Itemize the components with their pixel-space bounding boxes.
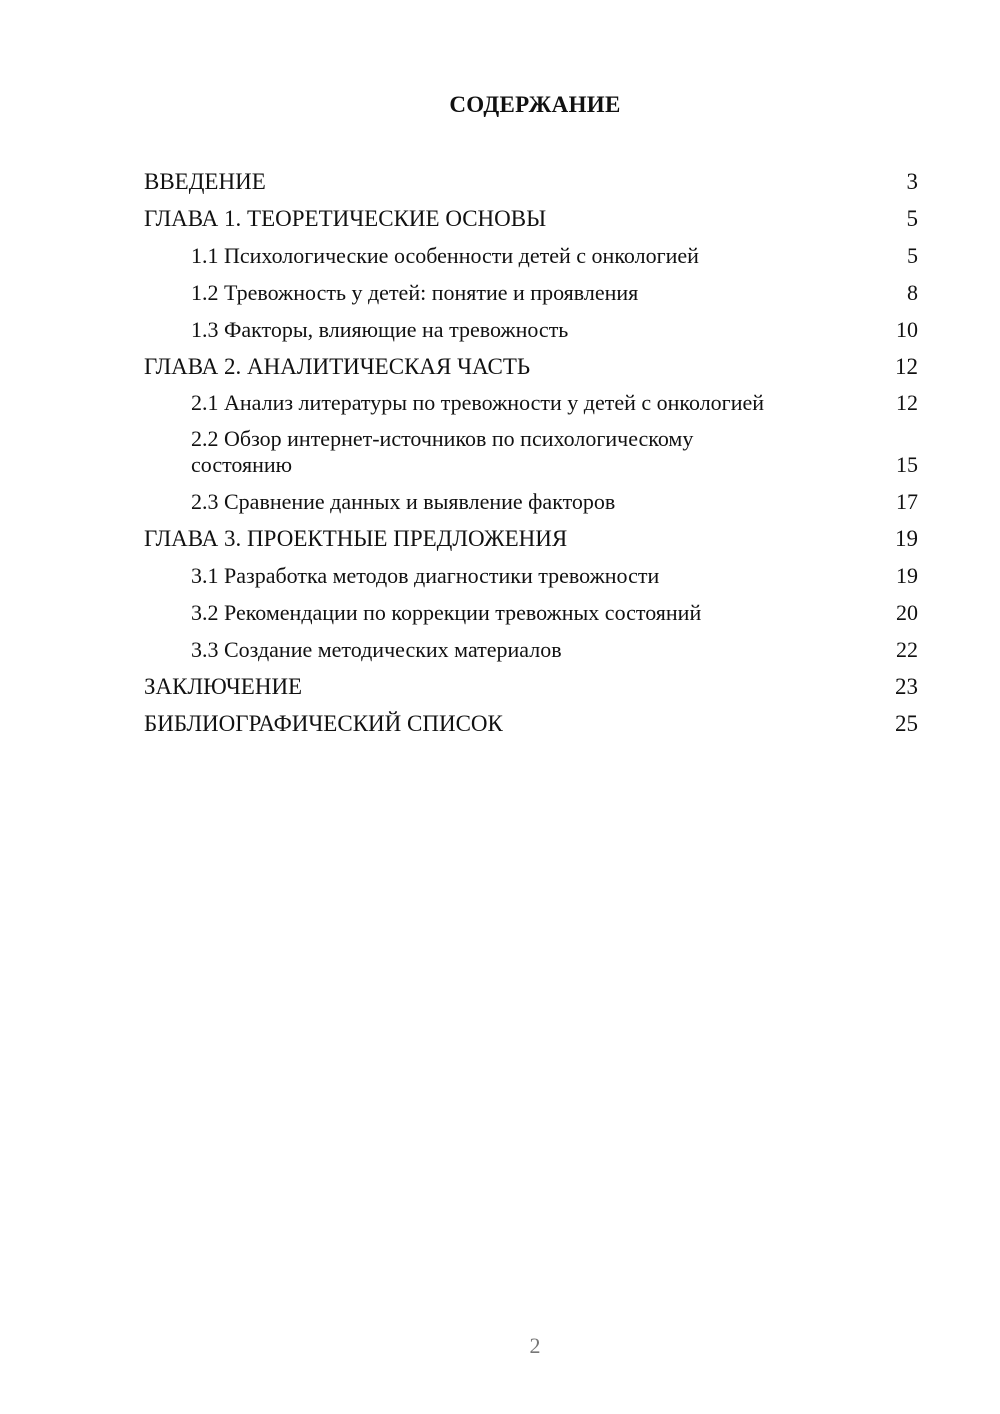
toc-entry-label: ГЛАВА 1. ТЕОРЕТИЧЕСКИЕ ОСНОВЫ bbox=[144, 206, 547, 231]
toc-entry-chapter-1[interactable] bbox=[144, 205, 920, 232]
toc-entry-page: 10 bbox=[896, 317, 918, 342]
toc-entry-label: 2.1 Анализ литературы по тревожности у детей с онкологией bbox=[191, 390, 765, 415]
toc-entry-chapter-3[interactable] bbox=[144, 525, 920, 552]
toc-entry-label: 3.1 Разработка методов диагностики тревожности bbox=[191, 563, 660, 588]
toc-entry-label: 1.3 Факторы, влияющие на тревожность bbox=[191, 317, 569, 342]
toc-entry-page: 19 bbox=[895, 526, 918, 551]
toc-entry-chapter-2[interactable] bbox=[144, 353, 920, 380]
toc-entry-page: 15 bbox=[896, 452, 918, 477]
toc-entry-page: 3 bbox=[906, 169, 918, 194]
toc-entry-section-1-3[interactable] bbox=[144, 316, 920, 343]
toc-entry-page: 22 bbox=[896, 637, 918, 662]
page-number: 2 bbox=[529, 1333, 541, 1358]
toc-entry-page: 25 bbox=[895, 711, 918, 736]
toc-entry-label: ГЛАВА 3. ПРОЕКТНЫЕ ПРЕДЛОЖЕНИЯ bbox=[144, 526, 568, 551]
toc-entry-page: 19 bbox=[896, 563, 918, 588]
toc-entry-label: 3.3 Создание методических материалов bbox=[191, 637, 562, 662]
toc-entry-page: 8 bbox=[907, 280, 918, 305]
toc-entry-section-3-1[interactable] bbox=[144, 562, 920, 589]
toc-entry-label: 3.2 Рекомендации по коррекции тревожных состояний bbox=[191, 600, 702, 625]
toc-entry-page: 20 bbox=[896, 600, 918, 625]
toc-entry-label: 2.3 Сравнение данных и выявление факторов bbox=[191, 489, 616, 514]
toc-entry-section-2-2[interactable] bbox=[144, 426, 920, 478]
toc-entry-label: 1.1 Психологические особенности детей с онкологией bbox=[191, 243, 699, 268]
toc-entry-page: 5 bbox=[907, 243, 918, 268]
toc-entry-section-1-2[interactable] bbox=[144, 279, 920, 306]
toc-entry-page: 23 bbox=[895, 674, 918, 699]
toc-entry-label: 1.2 Тревожность у детей: понятие и проявления bbox=[191, 280, 639, 305]
toc-entry-section-1-1[interactable] bbox=[144, 242, 920, 269]
toc-entry-page: 5 bbox=[906, 206, 918, 231]
toc-entry-section-3-2[interactable] bbox=[144, 599, 920, 626]
toc-entry-bibliography[interactable] bbox=[144, 710, 920, 737]
toc-entry-page: 12 bbox=[896, 390, 918, 415]
toc-entry-section-3-3[interactable] bbox=[144, 636, 920, 663]
toc-entry-conclusion[interactable] bbox=[144, 673, 920, 700]
toc-entry-label: БИБЛИОГРАФИЧЕСКИЙ СПИСОК bbox=[144, 711, 503, 736]
toc-entry-section-2-1[interactable] bbox=[144, 390, 920, 416]
toc-entry-label: ВВЕДЕНИЕ bbox=[144, 169, 266, 194]
toc-entry-label: 2.2 Обзор интернет-источников по психологическому состоянию bbox=[191, 426, 694, 477]
toc-entry-introduction[interactable] bbox=[144, 168, 920, 195]
table-of-contents bbox=[144, 168, 920, 747]
toc-entry-label: ЗАКЛЮЧЕНИЕ bbox=[144, 674, 303, 699]
page-title: СОДЕРЖАНИЕ bbox=[449, 92, 621, 117]
toc-entry-page: 12 bbox=[895, 354, 918, 379]
toc-entry-section-2-3[interactable] bbox=[144, 488, 920, 515]
toc-entry-page: 17 bbox=[896, 489, 918, 514]
toc-entry-label: ГЛАВА 2. АНАЛИТИЧЕСКАЯ ЧАСТЬ bbox=[144, 354, 531, 379]
